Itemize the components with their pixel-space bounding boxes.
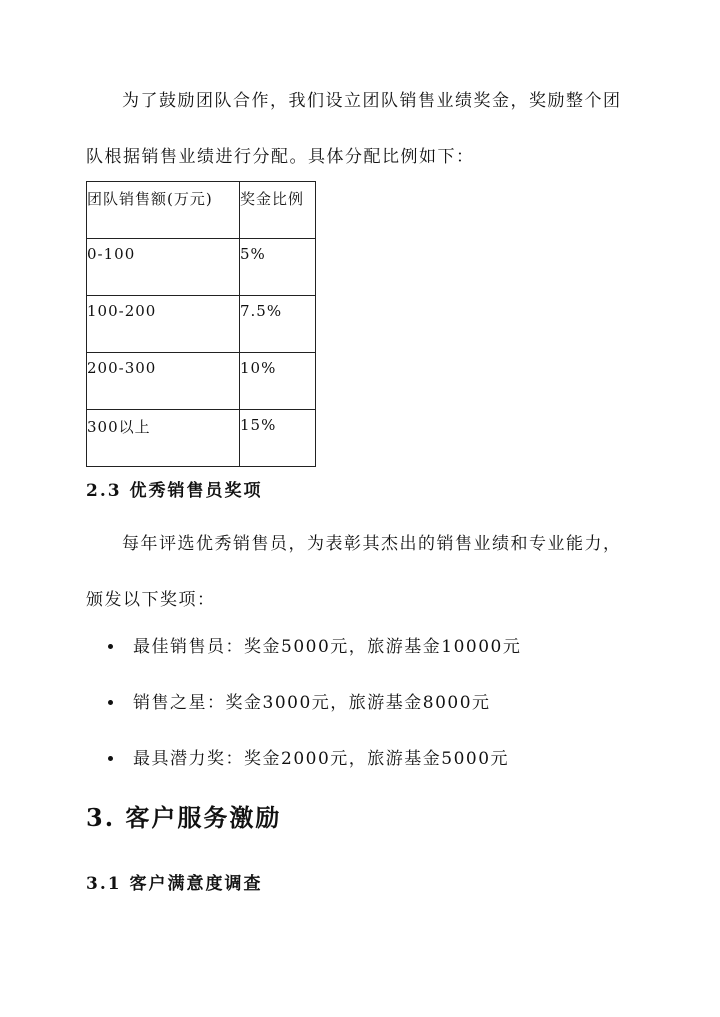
intro-paragraph — [86, 73, 646, 185]
table-row — [87, 410, 316, 467]
table-row — [87, 353, 316, 410]
bullet-icon — [108, 756, 113, 761]
table-row — [87, 239, 316, 296]
list-item-text: 销售之星：奖金3000元，旅游基金8000元 — [133, 692, 491, 713]
table-cell: 5% — [240, 239, 316, 296]
table-cell: 7.5% — [240, 296, 316, 353]
section-3-heading: 3. 客户服务激励 — [86, 803, 282, 832]
list-item — [86, 672, 521, 728]
table-cell: 300以上 — [87, 410, 240, 467]
section-2-3-paragraph — [86, 516, 646, 628]
table-row — [87, 296, 316, 353]
table-cell: 100-200 — [87, 296, 240, 353]
table-header-row — [87, 182, 316, 239]
award-list — [86, 616, 521, 784]
section-2-3-heading: 2.3 优秀销售员奖项 — [86, 481, 263, 501]
section-2-3-line-2: 颁发以下奖项： — [86, 590, 216, 610]
table-cell: 200-300 — [87, 353, 240, 410]
list-item-text: 最具潜力奖：奖金2000元，旅游基金5000元 — [133, 748, 510, 769]
table-header-cell: 奖金比例 — [240, 182, 316, 239]
list-item-text: 最佳销售员：奖金5000元，旅游基金10000元 — [133, 636, 522, 657]
intro-line-2: 队根据销售业绩进行分配。具体分配比例如下： — [86, 147, 475, 167]
table-cell: 15% — [240, 410, 316, 467]
section-3-1-heading: 3.1 客户满意度调查 — [86, 874, 263, 894]
list-item — [86, 728, 521, 784]
list-item — [86, 616, 521, 672]
table-cell: 10% — [240, 353, 316, 410]
section-2-3-line-1: 每年评选优秀销售员，为表彰其杰出的销售业绩和专业能力， — [122, 534, 622, 554]
intro-line-1: 为了鼓励团队合作，我们设立团队销售业绩奖金，奖励整个团 — [122, 91, 622, 111]
table-header-cell: 团队销售额(万元) — [87, 182, 240, 239]
bullet-icon — [108, 644, 113, 649]
bonus-ratio-table — [86, 181, 316, 467]
table-cell: 0-100 — [87, 239, 240, 296]
bullet-icon — [108, 700, 113, 705]
